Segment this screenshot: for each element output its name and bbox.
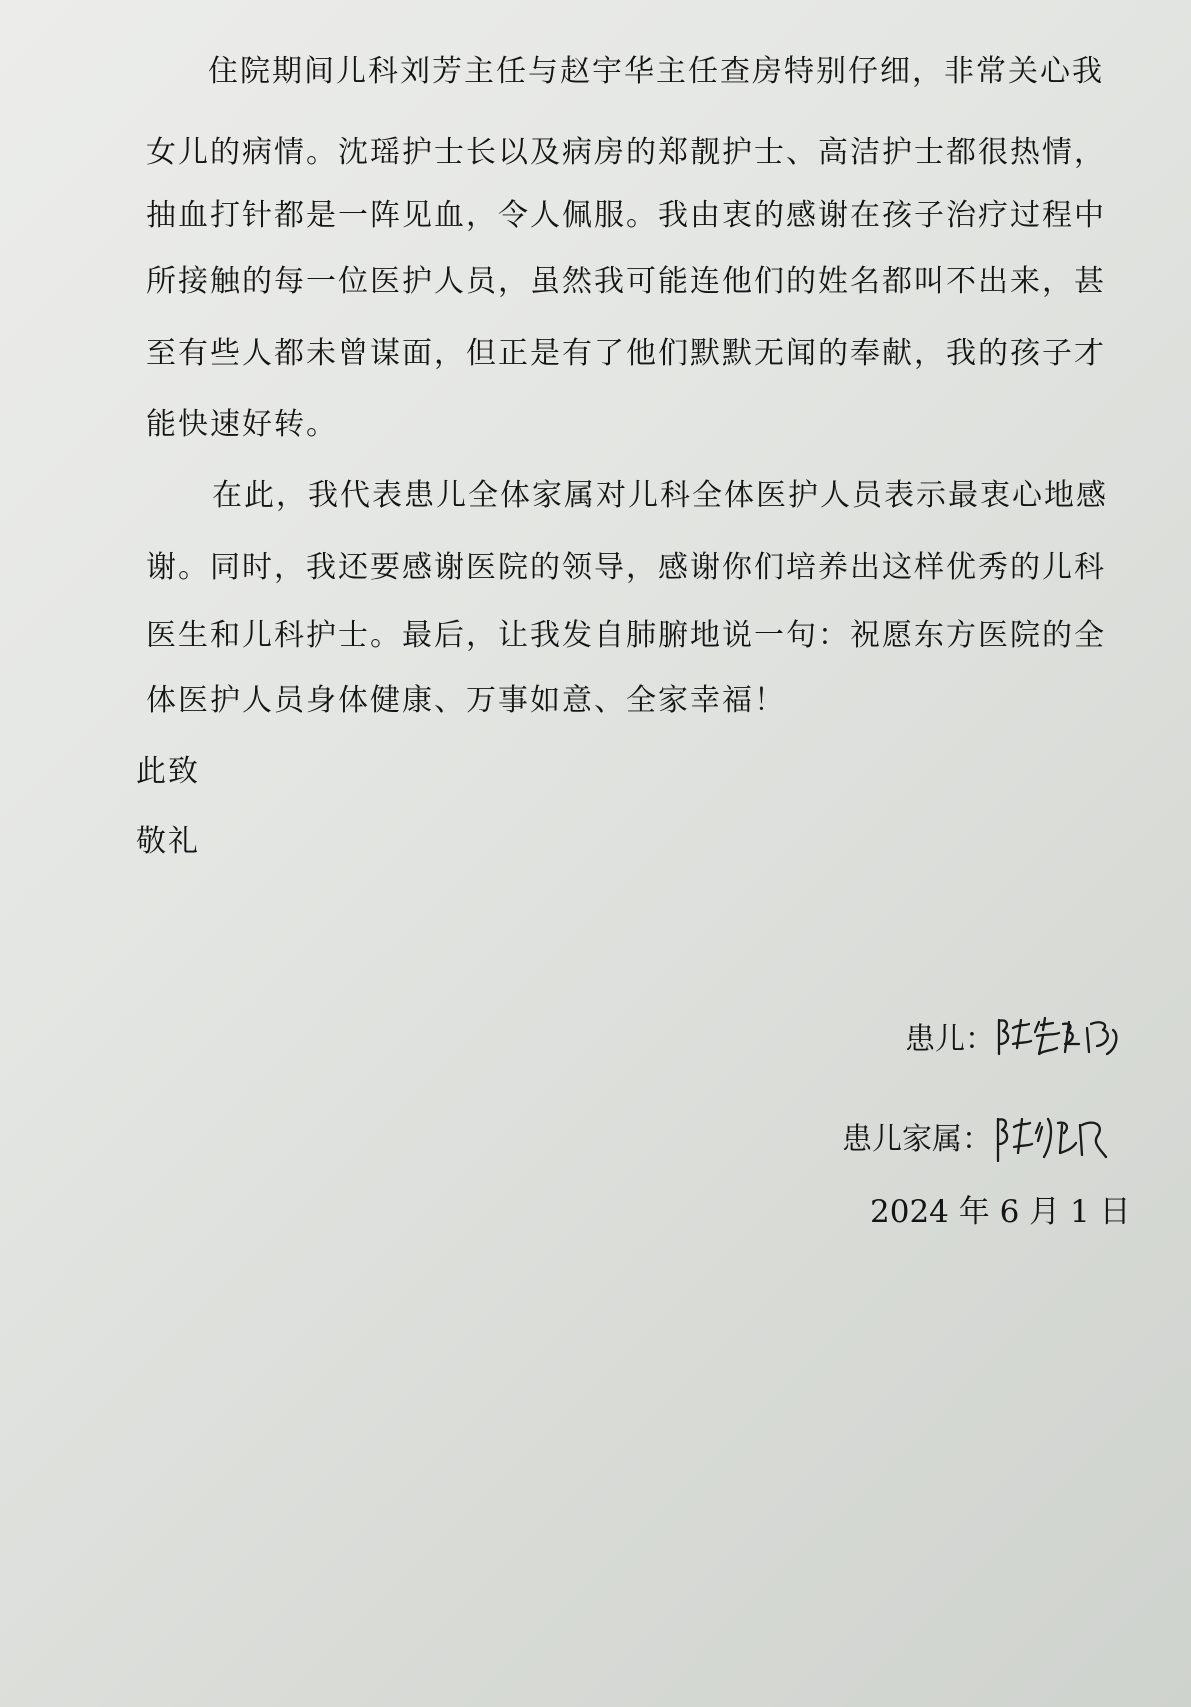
- letter-date: 2024 年 6 月 1 日: [870, 1194, 1131, 1230]
- patient-signature: [995, 1016, 1125, 1066]
- paragraph-1-line-1: 住院期间儿科刘芳主任与赵宇华主任查房特别仔细，非常关心我: [208, 54, 1104, 89]
- paragraph-2-line-4: 体医护人员身体健康、万事如意、全家幸福！: [146, 683, 786, 718]
- family-label: 患儿家属：: [842, 1122, 992, 1157]
- family-signature: [992, 1113, 1112, 1169]
- paragraph-1-line-3: 抽血打针都是一阵见血，令人佩服。我由衷的感谢在孩子治疗过程中: [146, 198, 1106, 233]
- paragraph-1-line-4: 所接触的每一位医护人员，虽然我可能连他们的姓名都叫不出来，甚: [146, 264, 1106, 299]
- patient-signature-line: [905, 1016, 1125, 1066]
- paragraph-2-line-3: 医生和儿科护士。最后，让我发自肺腑地说一句：祝愿东方医院的全: [146, 618, 1106, 653]
- family-signature-line: [842, 1113, 1112, 1169]
- closing-regards: 敬礼: [136, 824, 200, 859]
- patient-label: 患儿：: [905, 1022, 995, 1057]
- paragraph-2-line-1: 在此，我代表患儿全体家属对儿科全体医护人员表示最衷心地感: [212, 478, 1108, 513]
- paragraph-2-line-2: 谢。同时，我还要感谢医院的领导，感谢你们培养出这样优秀的儿科: [146, 550, 1106, 585]
- paragraph-1-line-5: 至有些人都未曾谋面，但正是有了他们默默无闻的奉献，我的孩子才: [146, 336, 1106, 371]
- closing-salutation: 此致: [136, 754, 200, 789]
- paragraph-1-line-6: 能快速好转。: [146, 407, 338, 442]
- paragraph-1-line-2: 女儿的病情。沈瑶护士长以及病房的郑靓护士、高洁护士都很热情，: [146, 135, 1106, 170]
